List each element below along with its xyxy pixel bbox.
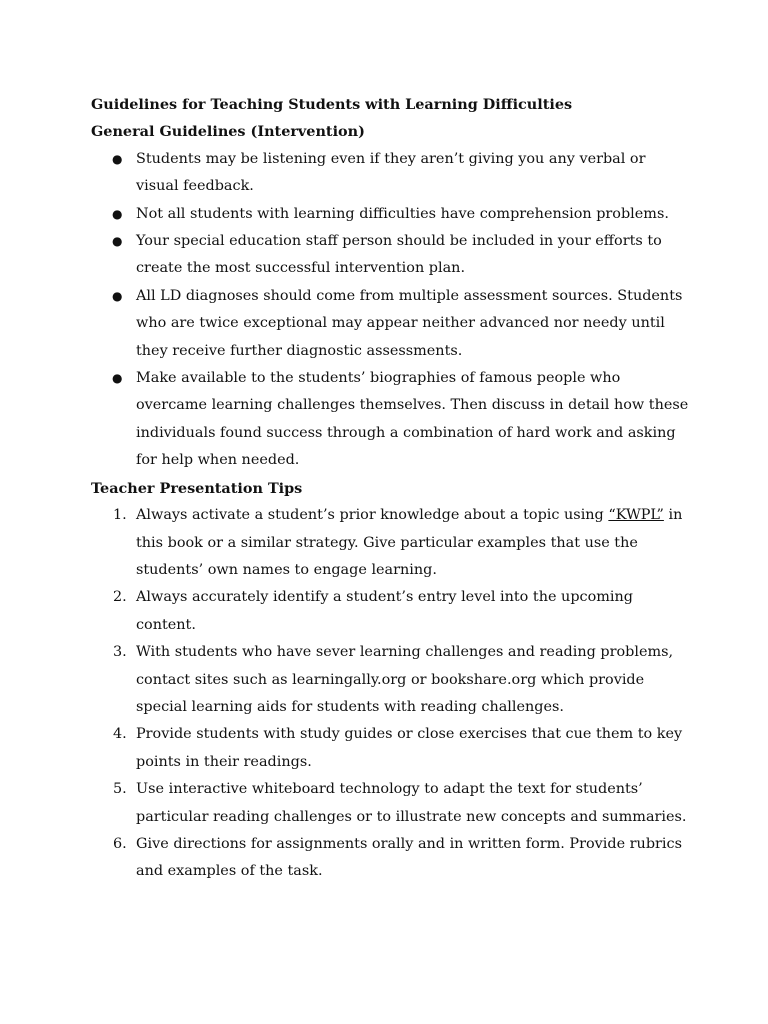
bullet-icon: ●	[112, 288, 123, 303]
list-item	[91, 201, 691, 228]
list-item-text: Not all students with learning difficulties have comprehension problems.	[136, 205, 669, 222]
general-guidelines-heading: General Guidelines (Intervention)	[91, 123, 365, 141]
list-item	[91, 584, 691, 639]
list-item-number: 2.	[113, 589, 127, 606]
teacher-tips-list	[91, 502, 691, 886]
bullet-icon: ●	[112, 234, 123, 249]
list-item-text: Students may be listening even if they aren’t giving you any verbal or visual feedback.	[136, 150, 646, 195]
list-item-text: With students who have sever learning challenges and reading problems, contact sites such as learningally.org or bookshare.org which provide special learning aids for students with reading challenges.	[136, 644, 674, 715]
list-item	[91, 365, 691, 475]
list-item	[91, 776, 691, 831]
list-item	[91, 639, 691, 721]
general-guidelines-list	[91, 146, 691, 475]
list-item-text: in this book or a similar strategy. Give particular examples that use the students’ own names to engage learning.	[136, 507, 683, 578]
list-item-number: 1.	[113, 507, 127, 524]
list-item-text: Your special education staff person should be included in your efforts to create the most successful intervention plan.	[136, 233, 662, 277]
document-content	[91, 91, 691, 886]
list-item-number: 4.	[113, 726, 127, 743]
list-item-text: Provide students with study guides or close exercises that cue them to key points in their readings.	[136, 726, 683, 770]
teacher-tips-heading: Teacher Presentation Tips	[91, 479, 303, 497]
bullet-icon: ●	[112, 151, 123, 166]
list-item	[91, 721, 691, 776]
list-item	[91, 228, 691, 283]
list-item	[91, 283, 691, 365]
kwpl-link[interactable]: “KWPL”	[608, 507, 664, 524]
bullet-icon: ●	[112, 371, 123, 386]
list-item	[91, 146, 691, 201]
list-item-number: 6.	[113, 835, 127, 852]
list-item-text: Always activate a student’s prior knowledge about a topic using	[136, 507, 609, 524]
list-item	[91, 502, 691, 584]
list-item-number: 3.	[113, 644, 127, 661]
list-item	[91, 831, 691, 886]
document-title: Guidelines for Teaching Students with Learning Difficulties	[91, 96, 573, 113]
list-item-text: Always accurately identify a student’s entry level into the upcoming content.	[136, 589, 633, 633]
list-item-text: Use interactive whiteboard technology to adapt the text for students’ particular reading challenges or to illustrate new concepts and summaries.	[136, 781, 687, 825]
list-item-text: Make available to the students’ biographies of famous people who overcame learning challenges themselves. Then discuss in detail how these individuals found success through a combination of hard work and asking for help when needed.	[136, 370, 689, 469]
list-item-text: Give directions for assignments orally and in written form. Provide rubrics and examples of the task.	[136, 835, 682, 880]
list-item-number: 5.	[113, 781, 127, 798]
list-item-text: All LD diagnoses should come from multiple assessment sources. Students who are twice exceptional may appear neither advanced nor needy until they receive further diagnostic assessments.	[136, 287, 683, 359]
bullet-icon: ●	[112, 206, 123, 221]
